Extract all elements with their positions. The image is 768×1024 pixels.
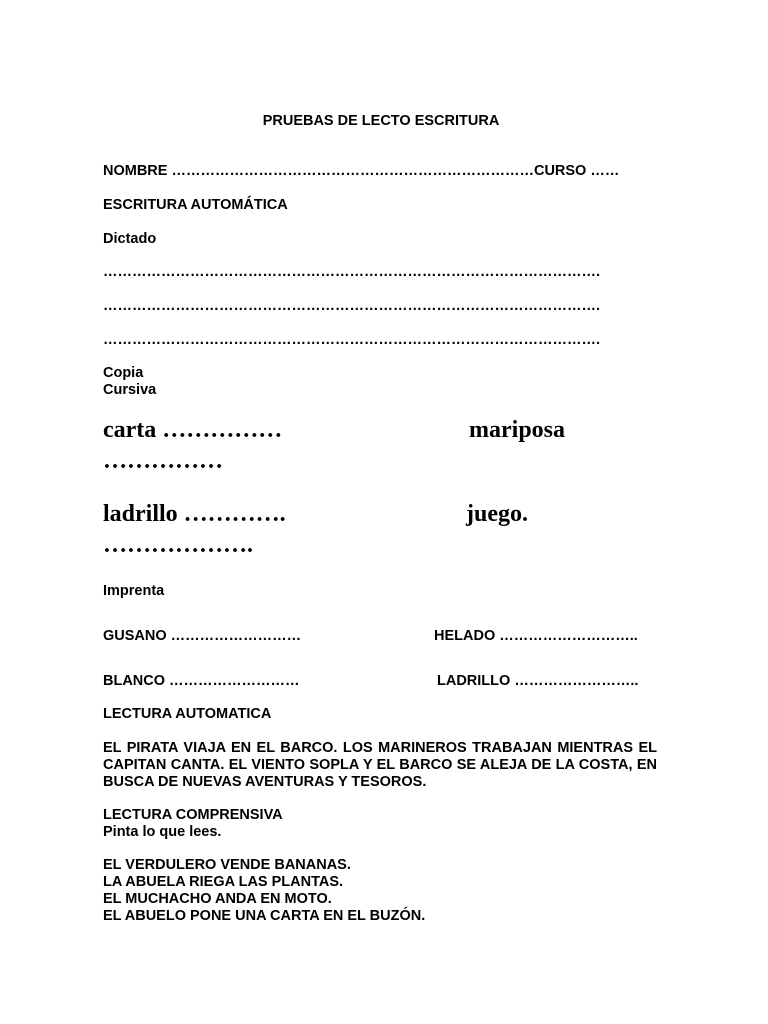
lectura-comprensiva-heading: LECTURA COMPRENSIVA bbox=[103, 807, 283, 823]
sentence-line: EL VERDULERO VENDE BANANAS. bbox=[103, 857, 351, 873]
lectura-comprensiva-instruction: Pinta lo que lees. bbox=[103, 824, 222, 840]
dictado-line: …………………………………………………………………………………………. bbox=[103, 298, 601, 314]
cursiva-word-juego: juego. bbox=[466, 501, 528, 527]
cursiva-dots-juego: ………………. bbox=[103, 532, 253, 558]
escritura-heading: ESCRITURA AUTOMÁTICA bbox=[103, 197, 288, 213]
sentence-line: EL MUCHACHO ANDA EN MOTO. bbox=[103, 891, 332, 907]
cursiva-word-ladrillo: ladrillo …………. bbox=[103, 501, 286, 527]
cursiva-word-mariposa: mariposa bbox=[469, 417, 565, 443]
cursiva-dots-mariposa: …………… bbox=[103, 448, 223, 474]
imprenta-word-helado: HELADO ……………………….. bbox=[434, 628, 638, 644]
imprenta-word-gusano: GUSANO ……………………… bbox=[103, 628, 302, 644]
dictado-label: Dictado bbox=[103, 231, 157, 247]
lectura-automatica-text: EL PIRATA VIAJA EN EL BARCO. LOS MARINEROS TRABAJAN MIENTRAS EL CAPITAN CANTA. EL VIENTO SOPLA Y EL BARCO SE ALEJA DE LA COSTA, EN BUSCA DE NUEVAS AVENTURAS Y TESOROS. bbox=[103, 740, 657, 790]
cursiva-label: Cursiva bbox=[103, 382, 157, 398]
imprenta-label: Imprenta bbox=[103, 583, 165, 599]
sentence-line: EL ABUELO PONE UNA CARTA EN EL BUZÓN. bbox=[103, 908, 426, 924]
copia-label: Copia bbox=[103, 365, 144, 381]
lectura-automatica-heading: LECTURA AUTOMATICA bbox=[103, 706, 272, 722]
cursiva-word-carta: carta …………… bbox=[103, 417, 283, 443]
dictado-line: …………………………………………………………………………………………. bbox=[103, 332, 601, 348]
imprenta-word-blanco: BLANCO ……………………… bbox=[103, 673, 300, 689]
sentence-line: LA ABUELA RIEGA LAS PLANTAS. bbox=[103, 874, 344, 890]
nombre-curso-line: NOMBRE …………………………………………………………………CURSO …… bbox=[103, 163, 620, 179]
imprenta-word-ladrillo: LADRILLO …………………….. bbox=[437, 673, 639, 689]
dictado-line: …………………………………………………………………………………………. bbox=[103, 264, 601, 280]
page-title: PRUEBAS DE LECTO ESCRITURA bbox=[262, 113, 500, 129]
